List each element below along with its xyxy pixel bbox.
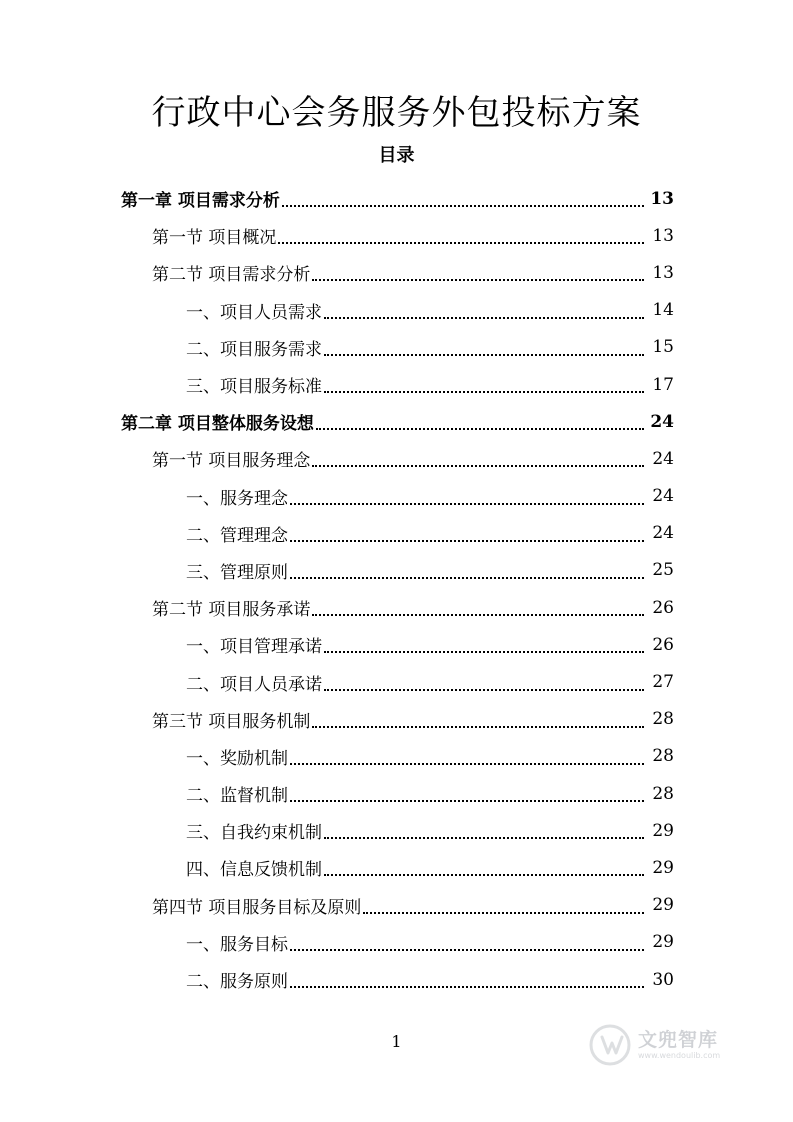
toc-entry-label: 第四节 项目服务目标及原则 [152, 897, 362, 918]
toc-entry-page: 13 [652, 262, 674, 283]
toc-entry-page: 24 [652, 448, 674, 469]
toc-dot-leader [290, 576, 644, 579]
toc-entry-label: 三、管理原则 [186, 562, 288, 583]
toc-entry[interactable] [0, 887, 793, 924]
toc-dot-leader [290, 502, 644, 505]
watermark [588, 1014, 768, 1076]
toc-dot-leader [290, 762, 644, 765]
toc-entry[interactable] [0, 849, 793, 886]
toc-entry-page: 29 [652, 820, 674, 841]
toc-entry[interactable] [0, 663, 793, 700]
toc-entry-label: 二、监督机制 [186, 786, 288, 807]
toc-entry-page: 30 [652, 969, 674, 990]
toc-dot-leader [324, 390, 644, 393]
toc-entry-label: 第一节 项目概况 [152, 228, 277, 249]
toc-dot-leader [324, 836, 644, 839]
toc-heading: 目录 [378, 145, 415, 166]
toc-dot-leader [282, 204, 644, 207]
toc-entry-label: 第一节 项目服务理念 [152, 451, 311, 472]
toc-entry[interactable] [0, 812, 793, 849]
toc-dot-leader [324, 650, 644, 653]
wendou-logo-icon [588, 1023, 632, 1067]
toc-entry-label: 三、自我约束机制 [186, 823, 322, 844]
toc-entry-page: 28 [652, 746, 674, 767]
toc-entry-page: 29 [652, 857, 674, 878]
toc-entry[interactable] [0, 366, 793, 403]
toc-entry-page: 17 [652, 374, 674, 395]
toc-entry-page: 29 [652, 932, 674, 953]
toc-entry-page: 26 [652, 597, 674, 618]
toc-entry-label: 第二节 项目需求分析 [152, 265, 311, 286]
toc-entry[interactable] [0, 775, 793, 812]
toc-entry-label: 二、项目服务需求 [186, 339, 322, 360]
toc-dot-leader [312, 278, 644, 281]
toc-dot-leader [290, 948, 644, 951]
toc-dot-leader [324, 316, 644, 319]
toc-entry-page: 26 [652, 634, 674, 655]
toc-entry-page: 25 [652, 560, 674, 581]
toc-entry[interactable] [0, 515, 793, 552]
toc-entry-label: 一、项目人员需求 [186, 302, 322, 323]
toc-dot-leader [324, 688, 644, 691]
toc-entry[interactable] [0, 961, 793, 998]
toc-entry-label: 一、项目管理承诺 [186, 637, 322, 658]
toc-entry-label: 二、服务原则 [186, 972, 288, 993]
toc-entry-page: 24 [652, 523, 674, 544]
watermark-name: 文兜智库 [638, 1029, 719, 1051]
toc-dot-leader [290, 539, 644, 542]
toc-entry-label: 第二章 项目整体服务设想 [121, 414, 314, 435]
toc-entry-page: 28 [652, 783, 674, 804]
toc-entry[interactable] [0, 254, 793, 291]
toc-entry[interactable] [0, 701, 793, 738]
toc-entry-page: 13 [652, 225, 674, 246]
toc-entry[interactable] [0, 180, 793, 217]
page-number: 1 [391, 1032, 402, 1051]
toc-entry-label: 第二节 项目服务承诺 [152, 600, 311, 621]
toc-dot-leader [312, 464, 644, 467]
toc-entry[interactable] [0, 738, 793, 775]
toc-dot-leader [278, 241, 644, 244]
toc-entry-page: 24 [652, 486, 674, 507]
table-of-contents [0, 180, 793, 998]
toc-entry[interactable] [0, 292, 793, 329]
toc-entry[interactable] [0, 217, 793, 254]
watermark-url: www.wendoulib.com [638, 1051, 721, 1060]
toc-entry[interactable] [0, 403, 793, 440]
toc-entry[interactable] [0, 329, 793, 366]
toc-dot-leader [324, 353, 644, 356]
toc-dot-leader [324, 873, 644, 876]
toc-entry-label: 一、奖励机制 [186, 748, 288, 769]
toc-entry-page: 24 [650, 411, 674, 432]
toc-entry-label: 第一章 项目需求分析 [121, 191, 280, 212]
toc-entry[interactable] [0, 440, 793, 477]
toc-entry-label: 一、服务目标 [186, 934, 288, 955]
toc-entry-label: 二、项目人员承诺 [186, 674, 322, 695]
toc-entry[interactable] [0, 589, 793, 626]
document-title: 行政中心会务服务外包投标方案 [151, 93, 642, 133]
toc-dot-leader [290, 985, 644, 988]
toc-entry-label: 二、管理理念 [186, 525, 288, 546]
toc-dot-leader [363, 911, 644, 914]
toc-entry-page: 13 [650, 188, 674, 209]
toc-dot-leader [312, 613, 644, 616]
toc-entry-page: 27 [652, 672, 674, 693]
toc-dot-leader [312, 725, 644, 728]
toc-entry[interactable] [0, 626, 793, 663]
toc-entry[interactable] [0, 924, 793, 961]
toc-dot-leader [316, 427, 644, 430]
toc-entry[interactable] [0, 552, 793, 589]
toc-entry-page: 14 [652, 300, 674, 321]
toc-entry-page: 28 [652, 709, 674, 730]
toc-entry-page: 29 [652, 895, 674, 916]
toc-dot-leader [290, 799, 644, 802]
toc-entry-label: 一、服务理念 [186, 488, 288, 509]
toc-entry-page: 15 [652, 337, 674, 358]
toc-entry-label: 四、信息反馈机制 [186, 860, 322, 881]
toc-entry[interactable] [0, 478, 793, 515]
toc-entry-label: 三、项目服务标准 [186, 377, 322, 398]
toc-entry-label: 第三节 项目服务机制 [152, 711, 311, 732]
